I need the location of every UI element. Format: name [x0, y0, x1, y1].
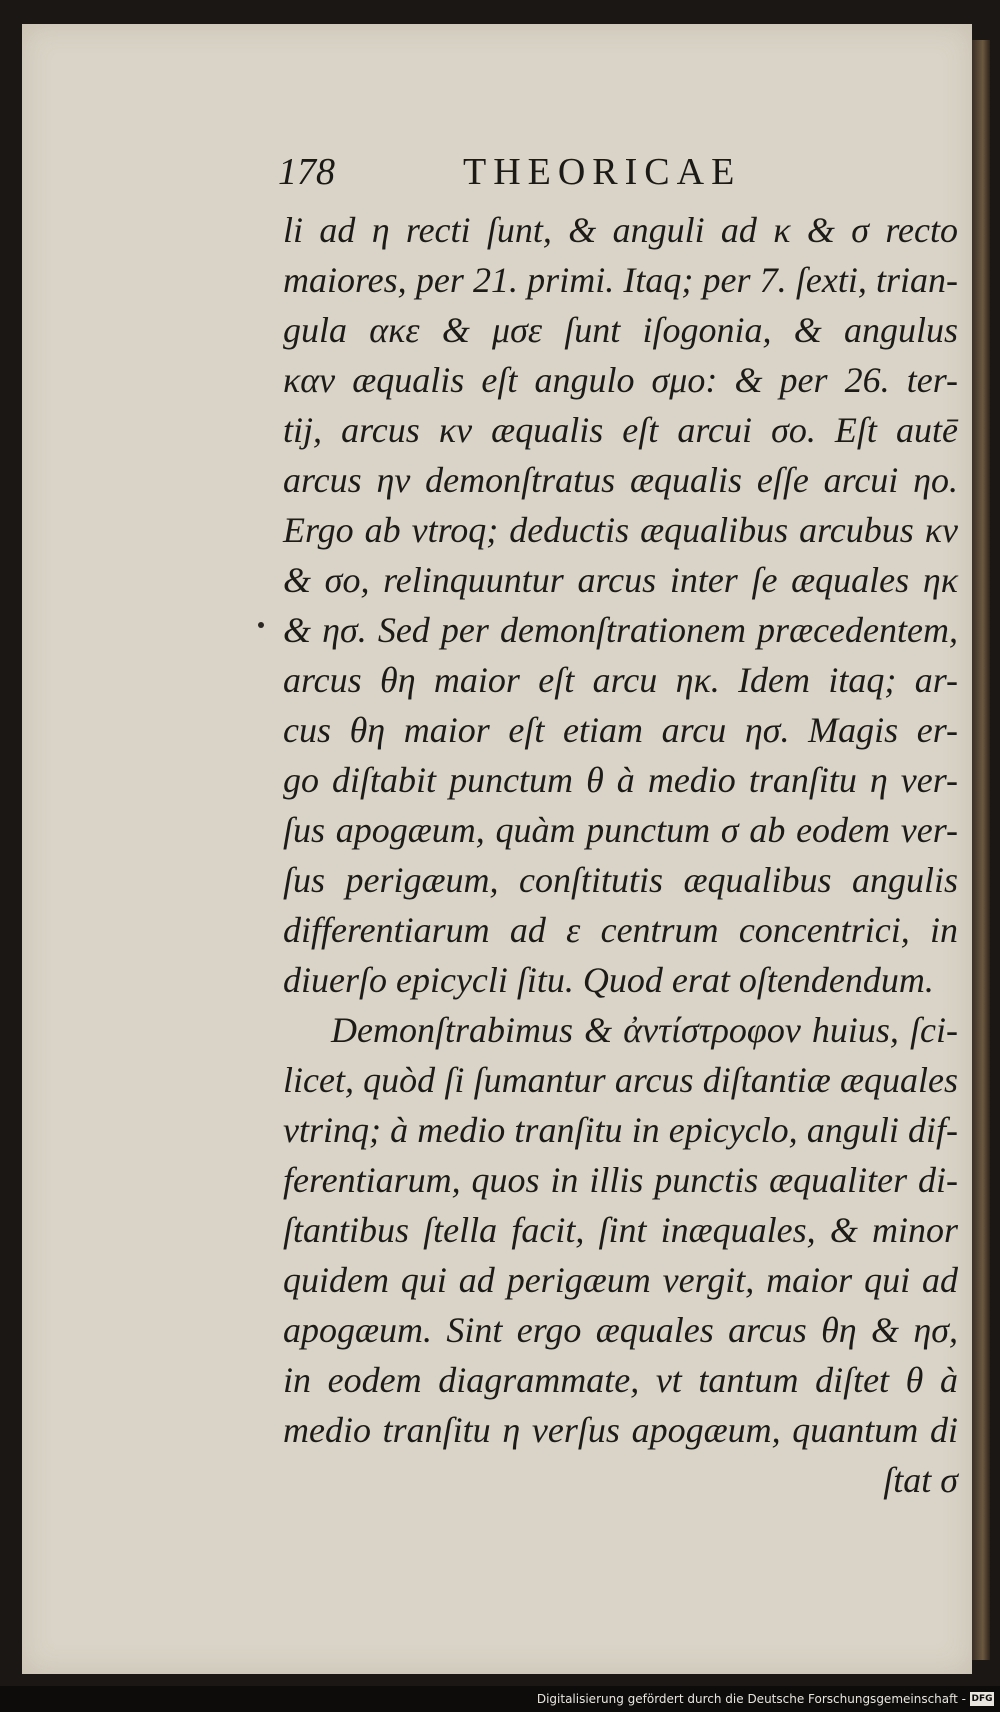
page-number: 178 — [278, 151, 335, 193]
text-line: Ergo ab vtroq; deductis æqualibus arcubus κν — [283, 510, 958, 550]
text-line: medio tranſitu η verſus apogæum, quantum di — [283, 1410, 958, 1450]
text-line: & ησ. Sed per demonſtrationem præcedentem, — [283, 610, 958, 650]
page-edge — [972, 40, 990, 1660]
digitization-footer — [0, 1686, 1000, 1712]
text-line: καν æqualis eſt angulo σμο: & per 26. ter- — [283, 360, 958, 400]
funding-notice: Digitalisierung gefördert durch die Deutsche Forschungsgemeinschaft - — [536, 1692, 966, 1706]
text-line: arcus ην demonſtratus æqualis eſſe arcui ηο. — [283, 460, 958, 500]
text-line: cus θη maior eſt etiam arcu ησ. Magis er- — [283, 710, 958, 750]
text-line: quidem qui ad perigæum vergit, maior qui ad — [283, 1260, 958, 1300]
text-line: ſus perigæum, conſtitutis æqualibus angulis — [283, 860, 958, 900]
text-line: ferentiarum, quos in illis punctis æqualiter di- — [283, 1160, 958, 1200]
text-line: differentiarum ad ε centrum concentrici, in — [283, 910, 958, 950]
text-line: diuerſo epicycli ſitu. Quod erat oſtendendum. — [283, 960, 934, 1000]
text-line: vtrinq; à medio tranſitu in epicyclo, anguli dif- — [283, 1110, 958, 1150]
catchword: ſtat σ — [883, 1460, 958, 1500]
text-line: tij, arcus κν æqualis eſt arcui σο. Eſt autē — [283, 410, 958, 450]
text-line: maiores, per 21. primi. Itaq; per 7. ſexti, trian- — [283, 260, 958, 300]
text-line: Demonſtrabimus & ἀντίστροφον huius, ſci- — [331, 1010, 958, 1050]
dfg-logo: DFG — [971, 1694, 993, 1704]
page-header — [278, 150, 958, 200]
text-line: in eodem diagrammate, vt tantum diſtet θ à — [283, 1360, 958, 1400]
text-line: ſtantibus ſtella facit, ſint inæquales, & minor — [283, 1210, 958, 1250]
ink-speck — [258, 622, 264, 628]
text-line: li ad η recti ſunt, & anguli ad κ & σ recto — [283, 210, 958, 250]
body-text — [283, 205, 958, 1505]
text-line: & σο, relinquuntur arcus inter ſe æquales ηκ — [283, 560, 958, 600]
text-line: arcus θη maior eſt arcu ηκ. Idem itaq; ar- — [283, 660, 958, 700]
text-line: go diſtabit punctum θ à medio tranſitu η ver- — [283, 760, 958, 800]
running-head: THEORICAE — [463, 151, 742, 193]
text-line: gula ακε & μσε ſunt iſogonia, & angulus — [283, 310, 958, 350]
text-line: licet, quòd ſi ſumantur arcus diſtantiæ æquales — [283, 1060, 958, 1100]
text-line: ſus apogæum, quàm punctum σ ab eodem ver- — [283, 810, 958, 850]
text-line: apogæum. Sint ergo æquales arcus θη & ησ, — [283, 1310, 958, 1350]
